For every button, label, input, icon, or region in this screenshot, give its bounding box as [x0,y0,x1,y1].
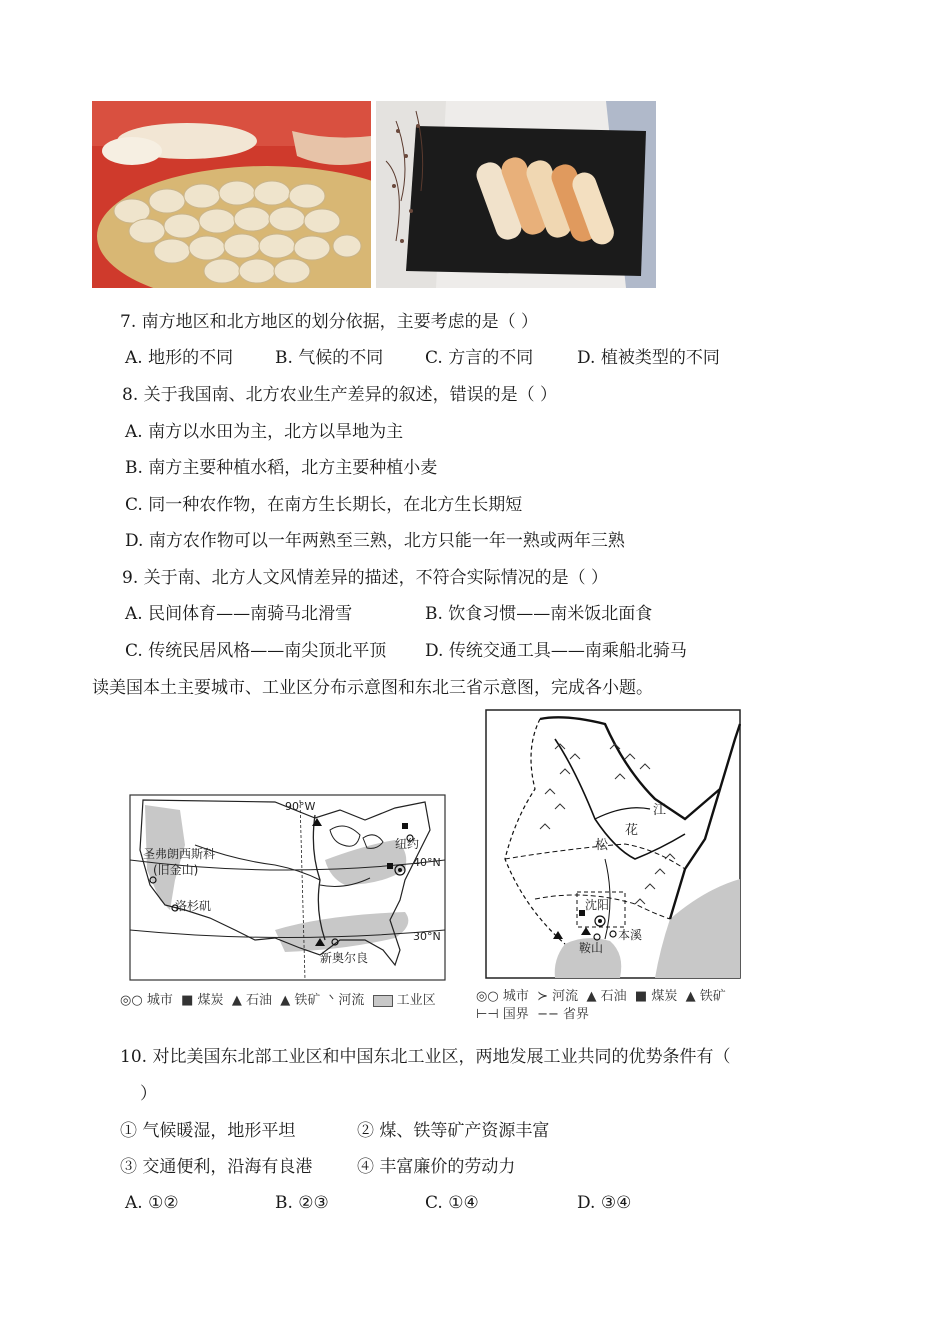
coal-icon: ■ [630,989,648,1004]
neworleans-label: 新奥尔良 [320,951,369,965]
coal-symbol [387,863,393,869]
lon-label: 90°W [285,800,316,813]
q7-stem: 7. 南方地区和北方地区的划分依据，主要考虑的是（ ） [120,312,539,332]
iron-icon: ▲ [681,989,696,1004]
q8-stem: 8. 关于我国南、北方农业生产差异的叙述，错误的是（ ） [122,385,558,405]
q8-option-c[interactable]: C. 同一种农作物，在南方生长期长，在北方生长期短 [125,495,523,515]
shenyang-label: 沈阳 [585,898,610,912]
rice-cake-photo [376,101,656,288]
song-label: 松 [595,838,609,853]
q7-option-d[interactable]: D. 植被类型的不同 [577,348,720,368]
q9-option-b[interactable]: B. 饮食习惯——南米饭北面食 [425,604,653,624]
hua-label: 花 [625,823,639,838]
usa-industrial-map [125,790,450,985]
q10-option-a[interactable]: A. ①② [125,1193,179,1213]
industrial-area-icon [373,995,393,1007]
city-icon: ◎○ [476,989,499,1004]
q9-option-d[interactable]: D. 传统交通工具——南乘船北骑马 [425,641,687,661]
coal-symbol [402,823,408,829]
q10-item-3: ③ 交通便利，沿海有良港 [120,1157,313,1177]
maps-intro: 读美国本土主要城市、工业区分布示意图和东北三省示意图，完成各小题。 [92,678,653,698]
q10-item-4: ④ 丰富廉价的劳动力 [357,1157,516,1177]
q8-option-d[interactable]: D. 南方农作物可以一年两熟至三熟，北方只能一年一熟或两年三熟 [125,531,625,551]
q10-item-1: ① 气候暖湿，地形平坦 [120,1121,296,1141]
river-icon: ᐠ [324,993,335,1008]
q7-option-c[interactable]: C. 方言的不同 [425,348,534,368]
q9-stem: 9. 关于南、北方人文风情差异的描述，不符合实际情况的是（ ） [122,568,609,588]
northeast-china-map [485,709,741,979]
q10-item-2: ② 煤、铁等矿产资源丰富 [357,1121,550,1141]
q7-option-a[interactable]: A. 地形的不同 [125,348,234,368]
q8-option-b[interactable]: B. 南方主要种植水稻，北方主要种植小麦 [125,458,438,478]
q10-stem: 10. 对比美国东北部工业区和中国东北工业区，两地发展工业共同的优势条件有（ [120,1047,731,1067]
q7-option-b[interactable]: B. 气候的不同 [275,348,384,368]
q10-option-d[interactable]: D. ③④ [577,1193,632,1213]
newyork-label: 纽约 [395,837,420,851]
coal-icon: ■ [176,993,194,1008]
ne-map-legend-row2: ⊢⊣ 国界 −− 省界 [476,1007,590,1022]
national-border-icon: ⊢⊣ [476,1007,499,1022]
provincial-border-icon: −− [532,1007,559,1022]
lat40-label: 40°N [413,856,441,869]
ne-map-legend-row1: ◎○ 城市 ≻ 河流 ▲ 石油 ■ 煤炭 ▲ 铁矿 [476,989,726,1004]
sf-label-2: (旧金山) [153,863,199,877]
jiang-label: 江 [653,803,667,818]
q9-option-a[interactable]: A. 民间体育——南骑马北滑雪 [125,604,353,624]
anshan-label: 鞍山 [579,941,604,955]
q10-option-b[interactable]: B. ②③ [275,1193,329,1213]
usa-map-legend: ◎○ 城市 ■ 煤炭 ▲ 石油 ▲ 铁矿 ᐠ 河流 工业区 [120,993,436,1008]
la-label: 洛杉矶 [175,899,212,913]
river-icon: ≻ [532,989,549,1004]
q9-option-c[interactable]: C. 传统民居风格——南尖顶北平顶 [125,641,387,661]
city-icon: ◎○ [120,993,143,1008]
q10-option-c[interactable]: C. ①④ [425,1193,479,1213]
sf-label: 圣弗朗西斯科 [143,847,216,861]
lat30-label: 30°N [413,930,441,943]
oil-icon: ▲ [582,989,597,1004]
iron-icon: ▲ [276,993,291,1008]
q8-option-a[interactable]: A. 南方以水田为主，北方以旱地为主 [125,422,404,442]
dumplings-photo [92,101,371,288]
q10-stem-end: ） [140,1084,157,1104]
benxi-label: 本溪 [618,928,643,942]
oil-icon: ▲ [227,993,242,1008]
